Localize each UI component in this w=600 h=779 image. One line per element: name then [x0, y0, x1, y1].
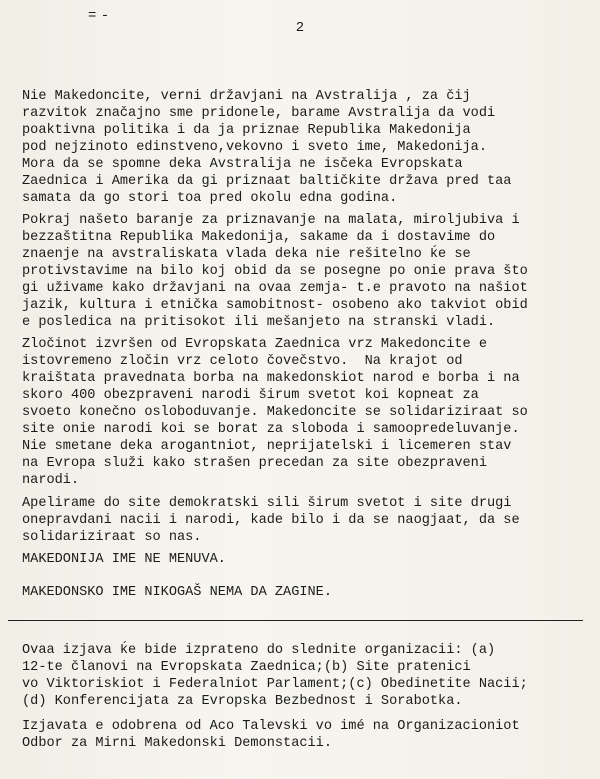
paragraph-rights-statement: Pokraj našeto baranje za priznavanje na malata, miroljubiva i bezzaštitna Republika Makedonija, sakame da i dostavime do znaenje na avstraliskata vlada deka nie rešitelno ḱe se protivstavime na bilo koj obid da se posegne po onie prava što gi uživame kako državjani na ovaa zemja- t.e pravoto na našiot jazik, kultura i etnička samobitnost- osobeno ako takviot obid e posledica na pritisokot ili mešanjeto na stranski vladi. [22, 213, 528, 330]
page-number: 2 [295, 20, 305, 36]
divider-line [8, 620, 583, 621]
paragraph-solidarity-appeal: Apelirame do site demokratski sili širum svetot i site drugi onepravdani nacii i narodi, kade bilo i da se naogjaat, da se solidariziraat so nas. [22, 496, 520, 545]
paragraph-crime-statement: Zločinot izvršen od Evropskata Zaednica vrz Makedoncite e istovremeno zločin vrz celoto čovečstvo. Na krajot od kraištata pravednata borba na makedonskiot narod e borba i na skoro 400 obezpraveni narodi širum svetot koi kopneat za svoeto konečno osloboduvanje. Makedoncite se solidariziraat so site onie narodi koi se borat za sloboda i samoopredeluvanje. Nie smetane deka arogantniot, neprijatelski i licemeren stav na Evropa služi kako strašen precedan za site obezpraveni narodi. [22, 337, 528, 488]
approval-note: Izjavata e odobrena od Aco Talevski vo imé na Organizacioniot Odbor za Mirni Makedonski Demonstacii. [22, 719, 520, 751]
slogan-name-never-perish: MAKEDONSKO IME NIKOGAŠ NEMA DA ZAGINE. [22, 585, 332, 600]
paragraph-recognition-appeal: Nie Makedoncite, verni državjani na Avstralija , za čij razvitok značajno sme pridonele, barame Avstralija da vodi poaktivna politika i da ja priznae Republika Makedonija pod nejzinoto edinstveno,vekovno i sveto ime, Makedonija. Mora da se spomne deka Avstralija ne isčeka Evropskata Zaednica i Amerika da gi priznaat baltičkite država pred taa samata da go stori toa pred okolu edna godina. [22, 89, 512, 206]
distribution-note: Ovaa izjava ḱe bide izprateno do slednite organizacii: (a) 12-te članovi na Evropskata Zaednica;(b) Site pratenici vo Viktoriskiot i Federalniot Parlament;(c) Obedinetite Nacii; (d) Konferencijata za Evropska Bezbednost i Sorabotka. [22, 643, 528, 709]
slogan-name-unchanged: MAKEDONIJA IME NE MENUVA. [22, 552, 226, 567]
corner-mark: = - [88, 8, 108, 24]
